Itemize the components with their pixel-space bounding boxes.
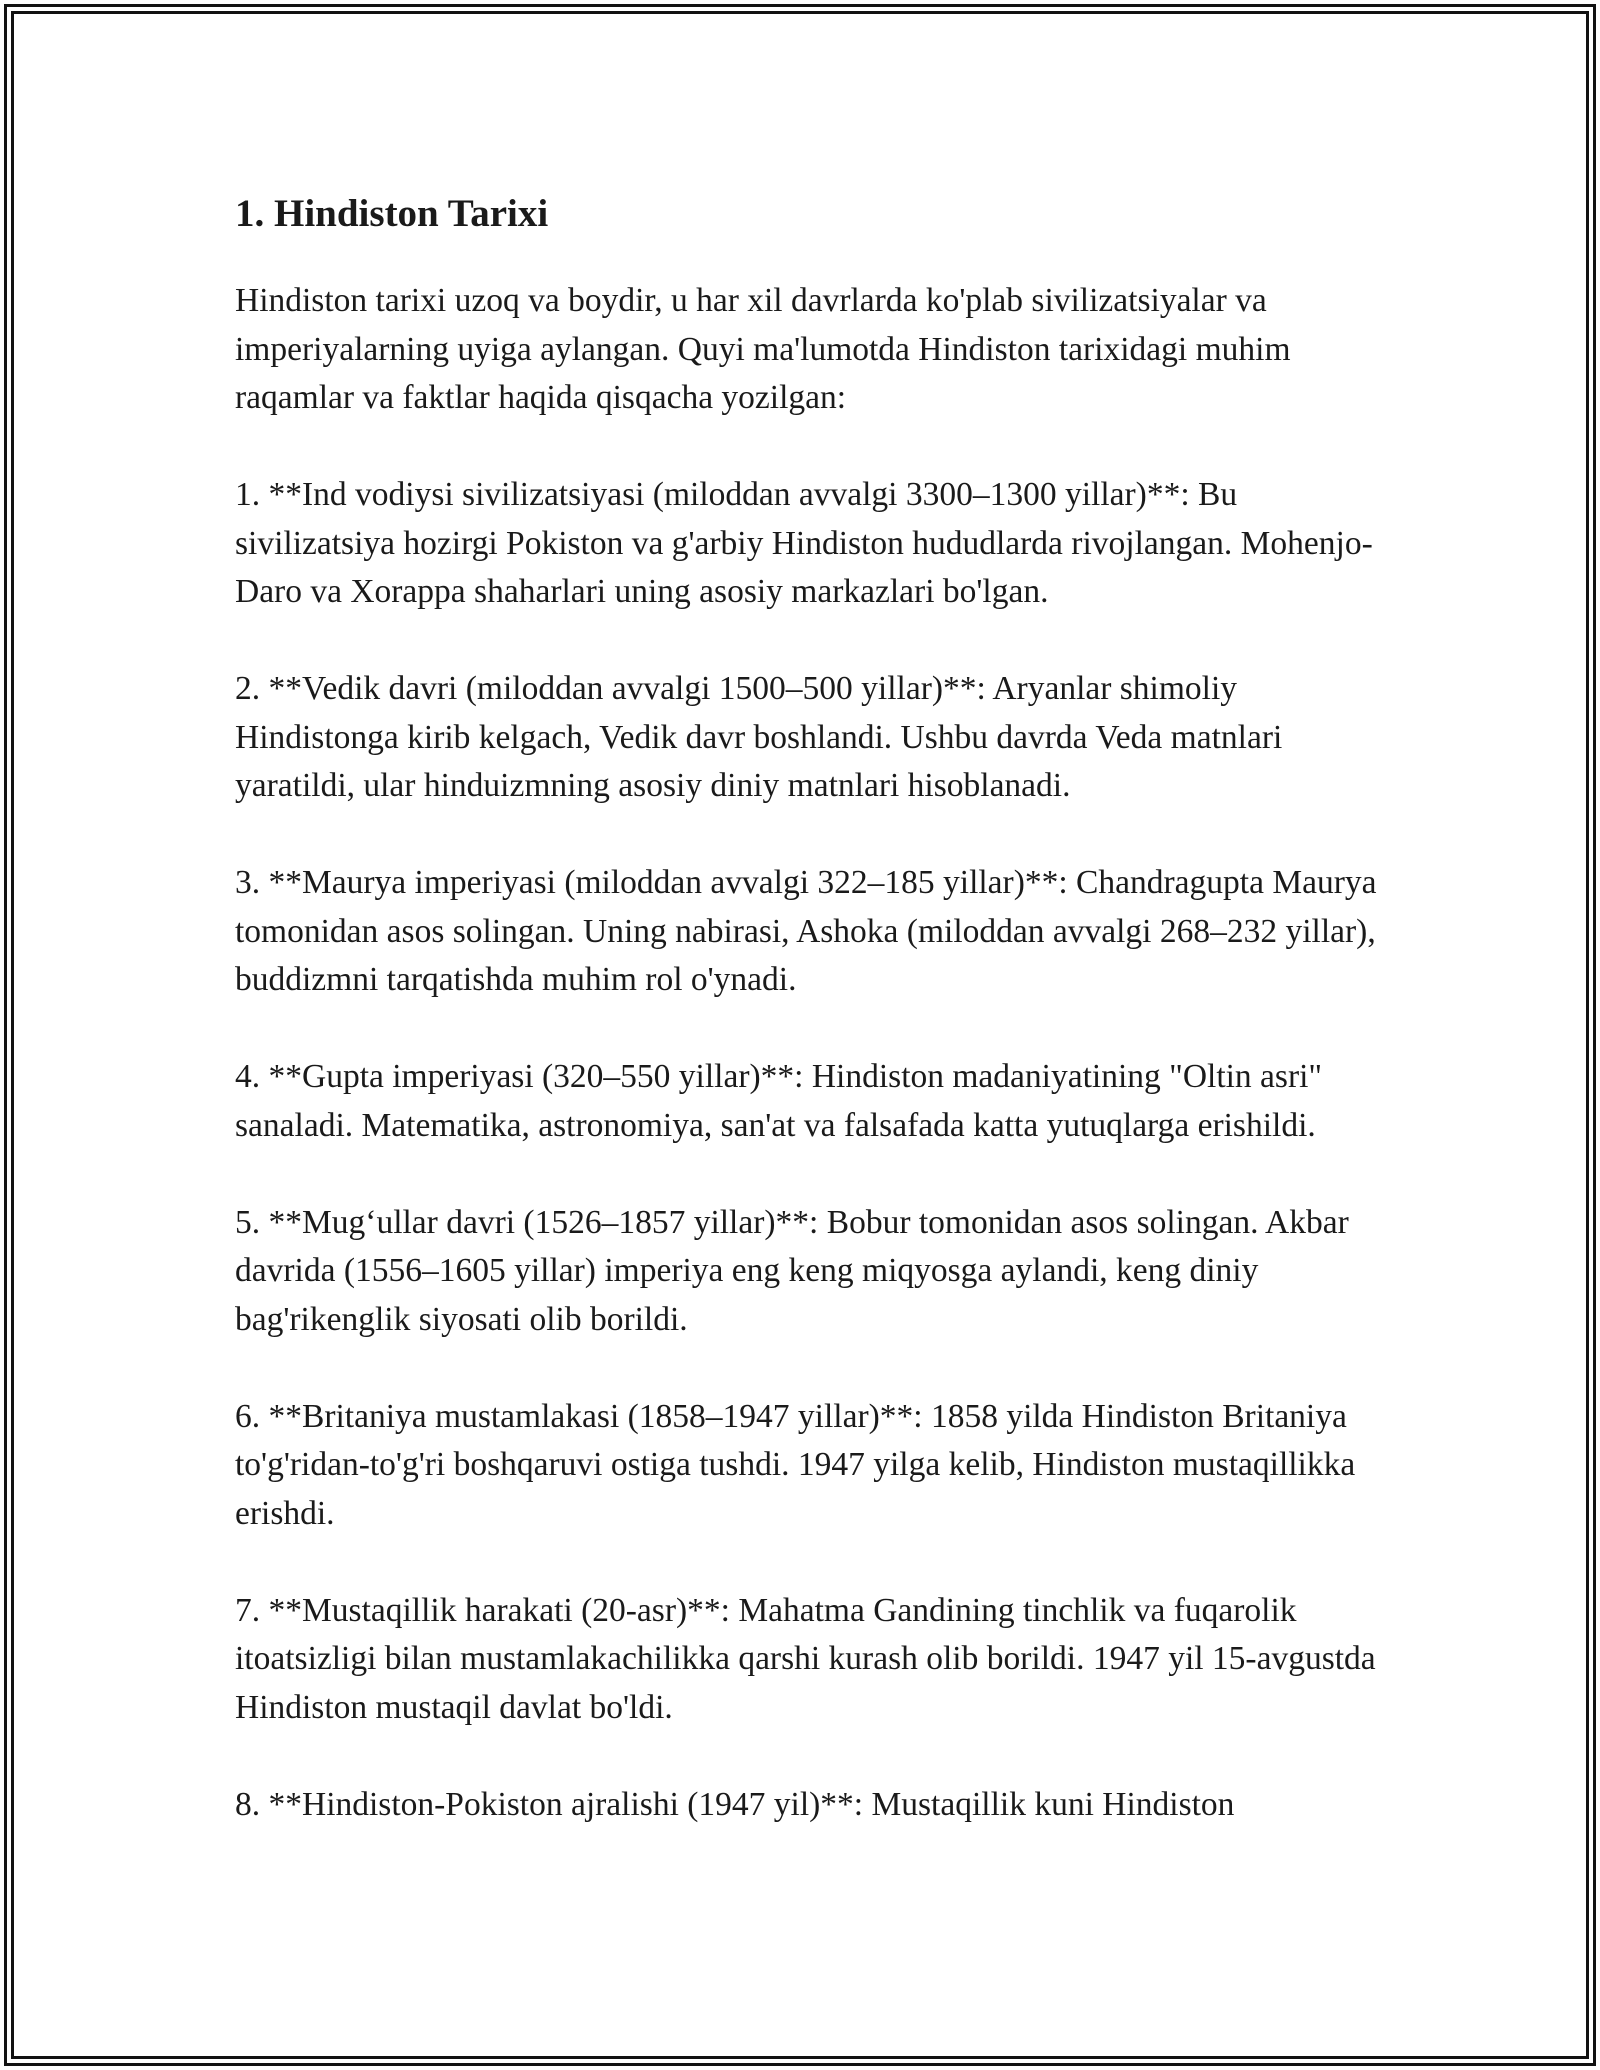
document-body bbox=[235, 185, 1385, 1878]
list-item-1: 1. **Ind vodiysi sivilizatsiyasi (miloddan avvalgi 3300–1300 yillar)**: Bu sivilizatsiya hozirgi Pokiston va g'arbiy Hindiston hududlarda rivojlangan. Mohenjo-Daro va Xorappa shaharlari uning asosiy markazlari bo'lgan. bbox=[235, 476, 1373, 610]
list-item-5: 5. **Mug‘ullar davri (1526–1857 yillar)**: Bobur tomonidan asos solingan. Akbar davrida (1556–1605 yillar) imperiya eng keng miqyosga aylandi, keng diniy bag'rikenglik siyosati olib borildi. bbox=[235, 1203, 1349, 1338]
list-item-2: 2. **Vedik davri (miloddan avvalgi 1500–500 yillar)**: Aryanlar shimoliy Hindistonga kirib kelgach, Vedik davr boshlandi. Ushbu davrda Veda matnlari yaratildi, ular hinduizmning asosiy diniy matnlari hisoblanadi. bbox=[235, 670, 1283, 804]
document-title: 1. Hindiston Tarixi bbox=[235, 192, 549, 235]
list-item-8: 8. **Hindiston-Pokiston ajralishi (1947 yil)**: Mustaqillik kuni Hindiston bbox=[235, 1785, 1235, 1823]
list-item-3: 3. **Maurya imperiyasi (miloddan avvalgi 322–185 yillar)**: Chandragupta Maurya tomonidan asos solingan. Uning nabirasi, Ashoka (miloddan avvalgi 268–232 yillar), buddizmni tarqatishda muhim rol o'ynadi. bbox=[235, 864, 1377, 998]
list-item-6: 6. **Britaniya mustamlakasi (1858–1947 yillar)**: 1858 yilda Hindiston Britaniya to'g'ridan-to'g'ri boshqaruvi ostiga tushdi. 1947 yilga kelib, Hindiston mustaqillikka erishdi. bbox=[235, 1397, 1356, 1532]
intro-paragraph: Hindiston tarixi uzoq va boydir, u har xil davrlarda ko'plab sivilizatsiyalar va imperiyalarning uyiga aylangan. Quyi ma'lumotda Hindiston tarixidagi muhim raqamlar va faktlar haqida qisqacha yozilgan: bbox=[235, 282, 1291, 416]
list-item-4: 4. **Gupta imperiyasi (320–550 yillar)**: Hindiston madaniyatining "Oltin asri" sanaladi. Matematika, astronomiya, san'at va falsafada katta yutuqlarga erishildi. bbox=[235, 1058, 1323, 1144]
list-item-7: 7. **Mustaqillik harakati (20-asr)**: Mahatma Gandining tinchlik va fuqarolik itoatsizligi bilan mustamlakachilikka qarshi kurash olib borildi. 1947 yil 15-avgustda Hindiston mustaqil davlat bo'ldi. bbox=[235, 1591, 1376, 1726]
